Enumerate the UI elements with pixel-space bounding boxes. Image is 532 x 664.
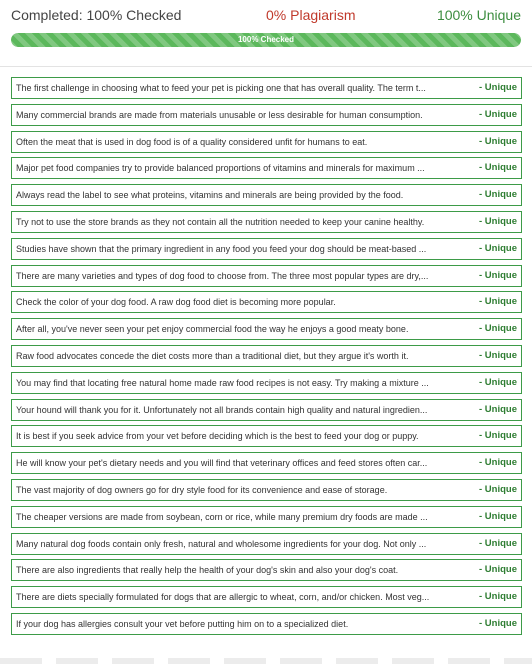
result-row[interactable] xyxy=(11,533,522,555)
sentence-text: You may find that locating free natural home made raw food recipes is not easy. Try making a mixture ... xyxy=(16,377,429,388)
sentence-text: If your dog has allergies consult your vet before putting him on to a specialized diet. xyxy=(16,618,349,629)
result-row[interactable] xyxy=(11,425,522,447)
sentence-text: Many commercial brands are made from materials unusable or less desirable for human consumption. xyxy=(16,109,423,120)
result-row[interactable] xyxy=(11,291,522,313)
sentence-text: There are many varieties and types of dog food to choose from. The three most popular types are dry,... xyxy=(16,270,429,281)
unique-status-label: - Unique xyxy=(479,483,517,495)
unique-status-label: - Unique xyxy=(479,537,517,549)
result-row[interactable] xyxy=(11,77,522,99)
unique-status-label: - Unique xyxy=(479,323,517,335)
result-row[interactable] xyxy=(11,104,522,126)
result-row[interactable] xyxy=(11,318,522,340)
result-row[interactable] xyxy=(11,345,522,367)
unique-status-label: - Unique xyxy=(479,242,517,254)
unique-status-label: - Unique xyxy=(479,510,517,522)
unique-status-label: - Unique xyxy=(479,457,517,469)
result-row[interactable] xyxy=(11,238,522,260)
result-row[interactable] xyxy=(11,613,522,635)
unique-status-label: - Unique xyxy=(479,162,517,174)
unique-status-label: - Unique xyxy=(479,215,517,227)
sentence-text: Always read the label to see what proteins, vitamins and minerals are being provided by the food. xyxy=(16,190,404,201)
unique-percentage: 100% Unique xyxy=(436,7,521,23)
sentence-text: There are also ingredients that really help the health of your dog's skin and also your dog's coat. xyxy=(16,565,399,576)
unique-status-label: - Unique xyxy=(479,430,517,442)
result-row[interactable] xyxy=(11,372,522,394)
result-row[interactable] xyxy=(11,399,522,421)
next-content-edge xyxy=(0,658,532,664)
plagiarism-percentage: 0% Plagiarism xyxy=(266,7,356,23)
unique-status-label: - Unique xyxy=(479,349,517,361)
results-list xyxy=(11,77,522,640)
progress-label: 100% Checked xyxy=(237,35,295,44)
sentence-text: The cheaper versions are made from soybean, corn or rice, while many premium dry foods are made ... xyxy=(16,511,428,522)
divider xyxy=(0,66,532,67)
result-row[interactable] xyxy=(11,157,522,179)
unique-status-label: - Unique xyxy=(479,296,517,308)
completed-status: Completed: 100% Checked xyxy=(11,7,182,23)
result-row[interactable] xyxy=(11,479,522,501)
unique-status-label: - Unique xyxy=(479,135,517,147)
sentence-text: Major pet food companies try to provide balanced proportions of vitamins and minerals for maximum ... xyxy=(16,163,425,174)
result-row[interactable] xyxy=(11,452,522,474)
result-row[interactable] xyxy=(11,131,522,153)
sentence-text: Your hound will thank you for it. Unfortunately not all brands contain high quality and natural ingredien... xyxy=(16,404,428,415)
unique-status-label: - Unique xyxy=(479,591,517,603)
result-row[interactable] xyxy=(11,184,522,206)
unique-status-label: - Unique xyxy=(479,403,517,415)
sentence-text: Often the meat that is used in dog food is of a quality considered unfit for humans to eat. xyxy=(16,136,368,147)
result-row[interactable] xyxy=(11,506,522,528)
check-progress-bar xyxy=(11,33,521,47)
sentence-text: Many natural dog foods contain only fresh, natural and wholesome ingredients for your dog. Not only ... xyxy=(16,538,427,549)
unique-status-label: - Unique xyxy=(479,617,517,629)
sentence-text: Studies have shown that the primary ingredient in any food you feed your dog should be meat-based ... xyxy=(16,243,427,254)
unique-status-label: - Unique xyxy=(479,189,517,201)
unique-status-label: - Unique xyxy=(479,108,517,120)
sentence-text: The vast majority of dog owners go for dry style food for its convenience and ease of storage. xyxy=(16,484,388,495)
sentence-text: The first challenge in choosing what to feed your pet is picking one that has overall quality. The term t... xyxy=(16,83,426,93)
unique-status-label: - Unique xyxy=(479,269,517,281)
progress-fill xyxy=(11,33,521,47)
result-row[interactable] xyxy=(11,559,522,581)
result-row[interactable] xyxy=(11,586,522,608)
unique-status-label: - Unique xyxy=(479,376,517,388)
result-row[interactable] xyxy=(11,211,522,233)
result-row[interactable] xyxy=(11,265,522,287)
sentence-text: After all, you've never seen your pet enjoy commercial food the way he enjoys a good meaty bone. xyxy=(16,324,409,335)
sentence-text: There are diets specially formulated for dogs that are allergic to wheat, corn, and/or chicken. Most veg... xyxy=(16,592,430,603)
unique-status-label: - Unique xyxy=(479,82,517,93)
sentence-text: Raw food advocates concede the diet costs more than a traditional diet, but they argue it's worth it. xyxy=(16,350,409,361)
unique-status-label: - Unique xyxy=(479,564,517,576)
result-summary xyxy=(0,0,532,30)
sentence-text: Check the color of your dog food. A raw dog food diet is becoming more popular. xyxy=(16,297,336,308)
sentence-text: It is best if you seek advice from your vet before deciding which is the best to feed your dog or puppy. xyxy=(16,431,419,442)
sentence-text: Try not to use the store brands as they not contain all the nutrition needed to keep your canine healthy. xyxy=(16,216,425,227)
sentence-text: He will know your pet's dietary needs and you will find that veterinary offices and feed stores often car... xyxy=(16,458,428,469)
